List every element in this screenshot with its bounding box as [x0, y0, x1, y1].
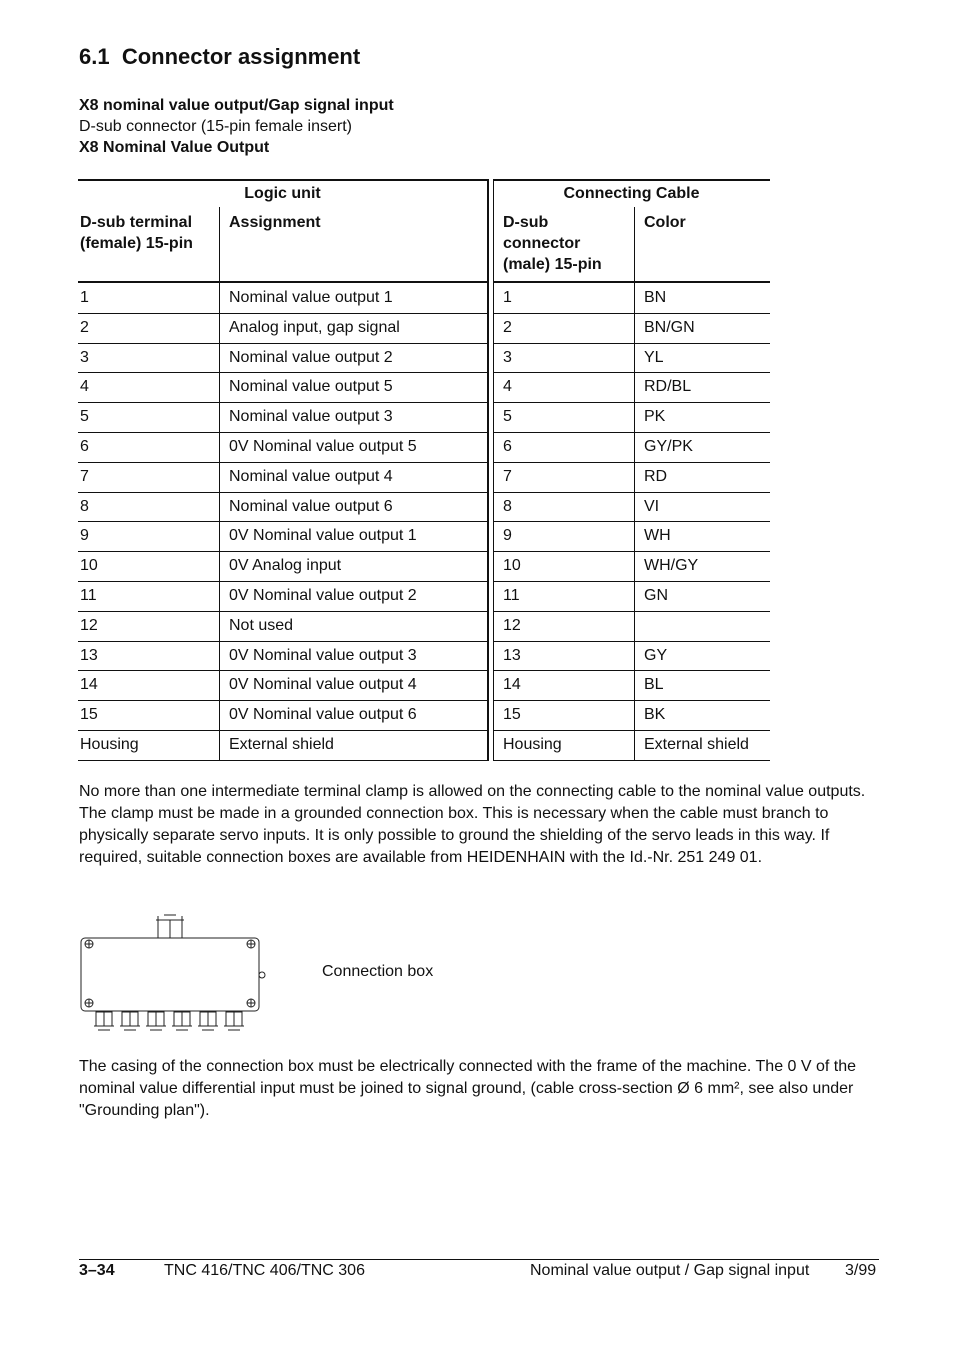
table-cell: RD: [644, 467, 668, 485]
table-cell: Housing: [503, 736, 562, 753]
connection-box-diagram: [78, 912, 268, 1036]
row-divider: [493, 551, 770, 552]
group-header-logic-unit: Logic unit: [244, 185, 321, 202]
table-cell: 15: [80, 706, 98, 724]
row-divider: [78, 432, 487, 433]
table-top-rule: [78, 179, 487, 181]
column-header: D-sub connector (male) 15-pin: [503, 214, 602, 273]
table-cell: Nominal value output 5: [229, 378, 393, 396]
column-header: Color: [644, 214, 686, 231]
row-divider: [78, 343, 487, 344]
footer-date: 3/99: [845, 1262, 877, 1279]
row-divider: [78, 700, 487, 701]
table-cell: Not used: [229, 616, 294, 634]
cable-gland-icon: [224, 1012, 244, 1030]
cable-gland-icon: [146, 1012, 166, 1030]
cable-gland-icon: [198, 1012, 218, 1030]
column-header: D-sub terminal (female) 15-pin: [80, 214, 193, 252]
table-cell: BN/GN: [644, 318, 695, 336]
pin-assignment-table: [78, 179, 770, 760]
table-cell: 4: [503, 378, 512, 396]
row-divider: [493, 402, 770, 403]
table-cell: 15: [503, 706, 521, 724]
table-cell: 14: [503, 676, 521, 694]
table-cell: PK: [644, 408, 666, 426]
table-cell: Nominal value output 6: [229, 497, 393, 515]
table-cell: GY/PK: [644, 438, 693, 455]
column-divider: [219, 207, 220, 761]
table-cell: 0V Nominal value output 4: [229, 676, 417, 694]
table-cell: 12: [503, 616, 521, 634]
connector-heading: X8 nominal value output/Gap signal input: [79, 97, 394, 114]
footer-divider: [79, 1259, 879, 1260]
connection-box-label: Connection box: [322, 963, 434, 980]
table-cell: 1: [503, 289, 512, 306]
table-cell: 12: [80, 616, 98, 634]
group-header-connecting-cable: Connecting Cable: [563, 185, 700, 202]
table-cell: GN: [644, 587, 668, 604]
table-cell: 3: [503, 348, 512, 366]
row-divider: [78, 521, 487, 522]
table-cell: Housing: [80, 736, 139, 753]
table-cell: GY: [644, 646, 668, 664]
row-divider: [493, 492, 770, 493]
table-cell: Nominal value output 4: [229, 467, 393, 485]
header-bottom-rule: [78, 281, 487, 283]
table-cell: 6: [80, 438, 89, 455]
table-cell: 14: [80, 676, 98, 694]
row-divider: [493, 521, 770, 522]
table-cell: 0V Nominal value output 1: [229, 527, 417, 545]
table-cell: BN: [644, 289, 667, 306]
table-cell: 8: [503, 497, 512, 515]
section-number: 6.1: [79, 44, 110, 69]
table-cell: 2: [503, 318, 512, 336]
table-cell: BK: [644, 706, 666, 724]
row-divider: [493, 581, 770, 582]
row-divider: [78, 760, 487, 761]
table-cell: 1: [80, 289, 89, 306]
row-divider: [78, 313, 487, 314]
row-divider: [493, 432, 770, 433]
table-cell: YL: [644, 348, 664, 366]
table-cell: Nominal value output 3: [229, 408, 393, 426]
row-divider: [493, 670, 770, 671]
row-divider: [493, 700, 770, 701]
table-cell: 0V Nominal value output 5: [229, 438, 417, 455]
table-cell: 5: [80, 408, 89, 426]
table-cell: 11: [503, 587, 520, 604]
table-cell: 9: [80, 527, 89, 545]
row-divider: [493, 760, 770, 761]
group-divider: [487, 179, 489, 761]
column-header: Assignment: [229, 214, 321, 231]
table-cell: 7: [80, 467, 89, 485]
row-divider: [78, 402, 487, 403]
table-cell: 7: [503, 467, 512, 485]
table-cell: WH/GY: [644, 557, 699, 575]
row-divider: [493, 372, 770, 373]
table-cell: Analog input, gap signal: [229, 318, 400, 336]
row-divider: [493, 730, 770, 731]
clamp-note-paragraph: No more than one intermediate terminal clamp is allowed on the connecting cable to the nominal value outputs. The clamp must be made in a grounded connection box. This is necessary when the cable must branch to physically separate servo inputs. It is only possible to ground the shielding of the servo leads in this way. If required, suitable connection boxes are available from HEIDENHAIN with the Id.-Nr. 251 249 01.: [79, 783, 866, 866]
row-divider: [493, 611, 770, 612]
column-divider: [634, 207, 635, 761]
table-cell: 8: [80, 497, 89, 515]
table-cell: 10: [80, 557, 98, 575]
table-top-rule: [493, 179, 770, 181]
row-divider: [78, 641, 487, 642]
table-cell: 5: [503, 408, 512, 426]
connector-subheading: X8 Nominal Value Output: [79, 139, 270, 156]
footer-topic: Nominal value output / Gap signal input: [530, 1262, 810, 1279]
table-cell: 13: [80, 646, 98, 664]
table-cell: VI: [644, 497, 660, 515]
table-cell: 4: [80, 378, 89, 396]
table-cell: 6: [503, 438, 512, 455]
cable-gland-icon: [94, 1012, 114, 1030]
table-cell: 0V Nominal value output 2: [229, 587, 417, 604]
table-cell: Nominal value output 2: [229, 348, 393, 366]
cable-gland-icon: [172, 1012, 192, 1030]
table-cell: External shield: [644, 736, 749, 753]
table-cell: 0V Nominal value output 3: [229, 646, 417, 664]
header-bottom-rule: [493, 281, 770, 283]
table-cell: 9: [503, 527, 512, 545]
table-cell: Nominal value output 1: [229, 289, 393, 306]
row-divider: [78, 492, 487, 493]
section-title: [79, 44, 360, 70]
grounding-note-paragraph: The casing of the connection box must be electrically connected with the frame of the machine. The 0 V of the nominal value differential input must be joined to signal ground, (cable cross-section Ø 6 mm², see also under "Grounding plan").: [79, 1058, 857, 1119]
table-cell: 10: [503, 557, 521, 575]
table-cell: External shield: [229, 736, 334, 753]
row-divider: [78, 730, 487, 731]
section-title-text: Connector assignment: [121, 44, 361, 69]
footer-model: TNC 416/TNC 406/TNC 306: [164, 1262, 365, 1279]
cable-gland-icon: [120, 1012, 140, 1030]
row-divider: [493, 641, 770, 642]
row-divider: [78, 462, 487, 463]
row-divider: [493, 313, 770, 314]
table-cell: BL: [644, 676, 664, 694]
table-cell: 3: [80, 348, 89, 366]
row-divider: [493, 343, 770, 344]
table-cell: WH: [644, 527, 671, 545]
row-divider: [493, 462, 770, 463]
table-cell: 13: [503, 646, 521, 664]
table-cell: 0V Analog input: [229, 557, 342, 575]
table-cell: 0V Nominal value output 6: [229, 706, 417, 724]
row-divider: [78, 611, 487, 612]
row-divider: [78, 581, 487, 582]
row-divider: [78, 372, 487, 373]
table-cell: 2: [80, 318, 89, 336]
row-divider: [78, 670, 487, 671]
row-divider: [78, 551, 487, 552]
group-divider: [493, 179, 494, 761]
connector-description: D-sub connector (15-pin female insert): [79, 118, 353, 135]
table-cell: 11: [80, 587, 97, 604]
footer-page-number: 3–34: [79, 1262, 115, 1279]
table-cell: RD/BL: [644, 378, 692, 396]
